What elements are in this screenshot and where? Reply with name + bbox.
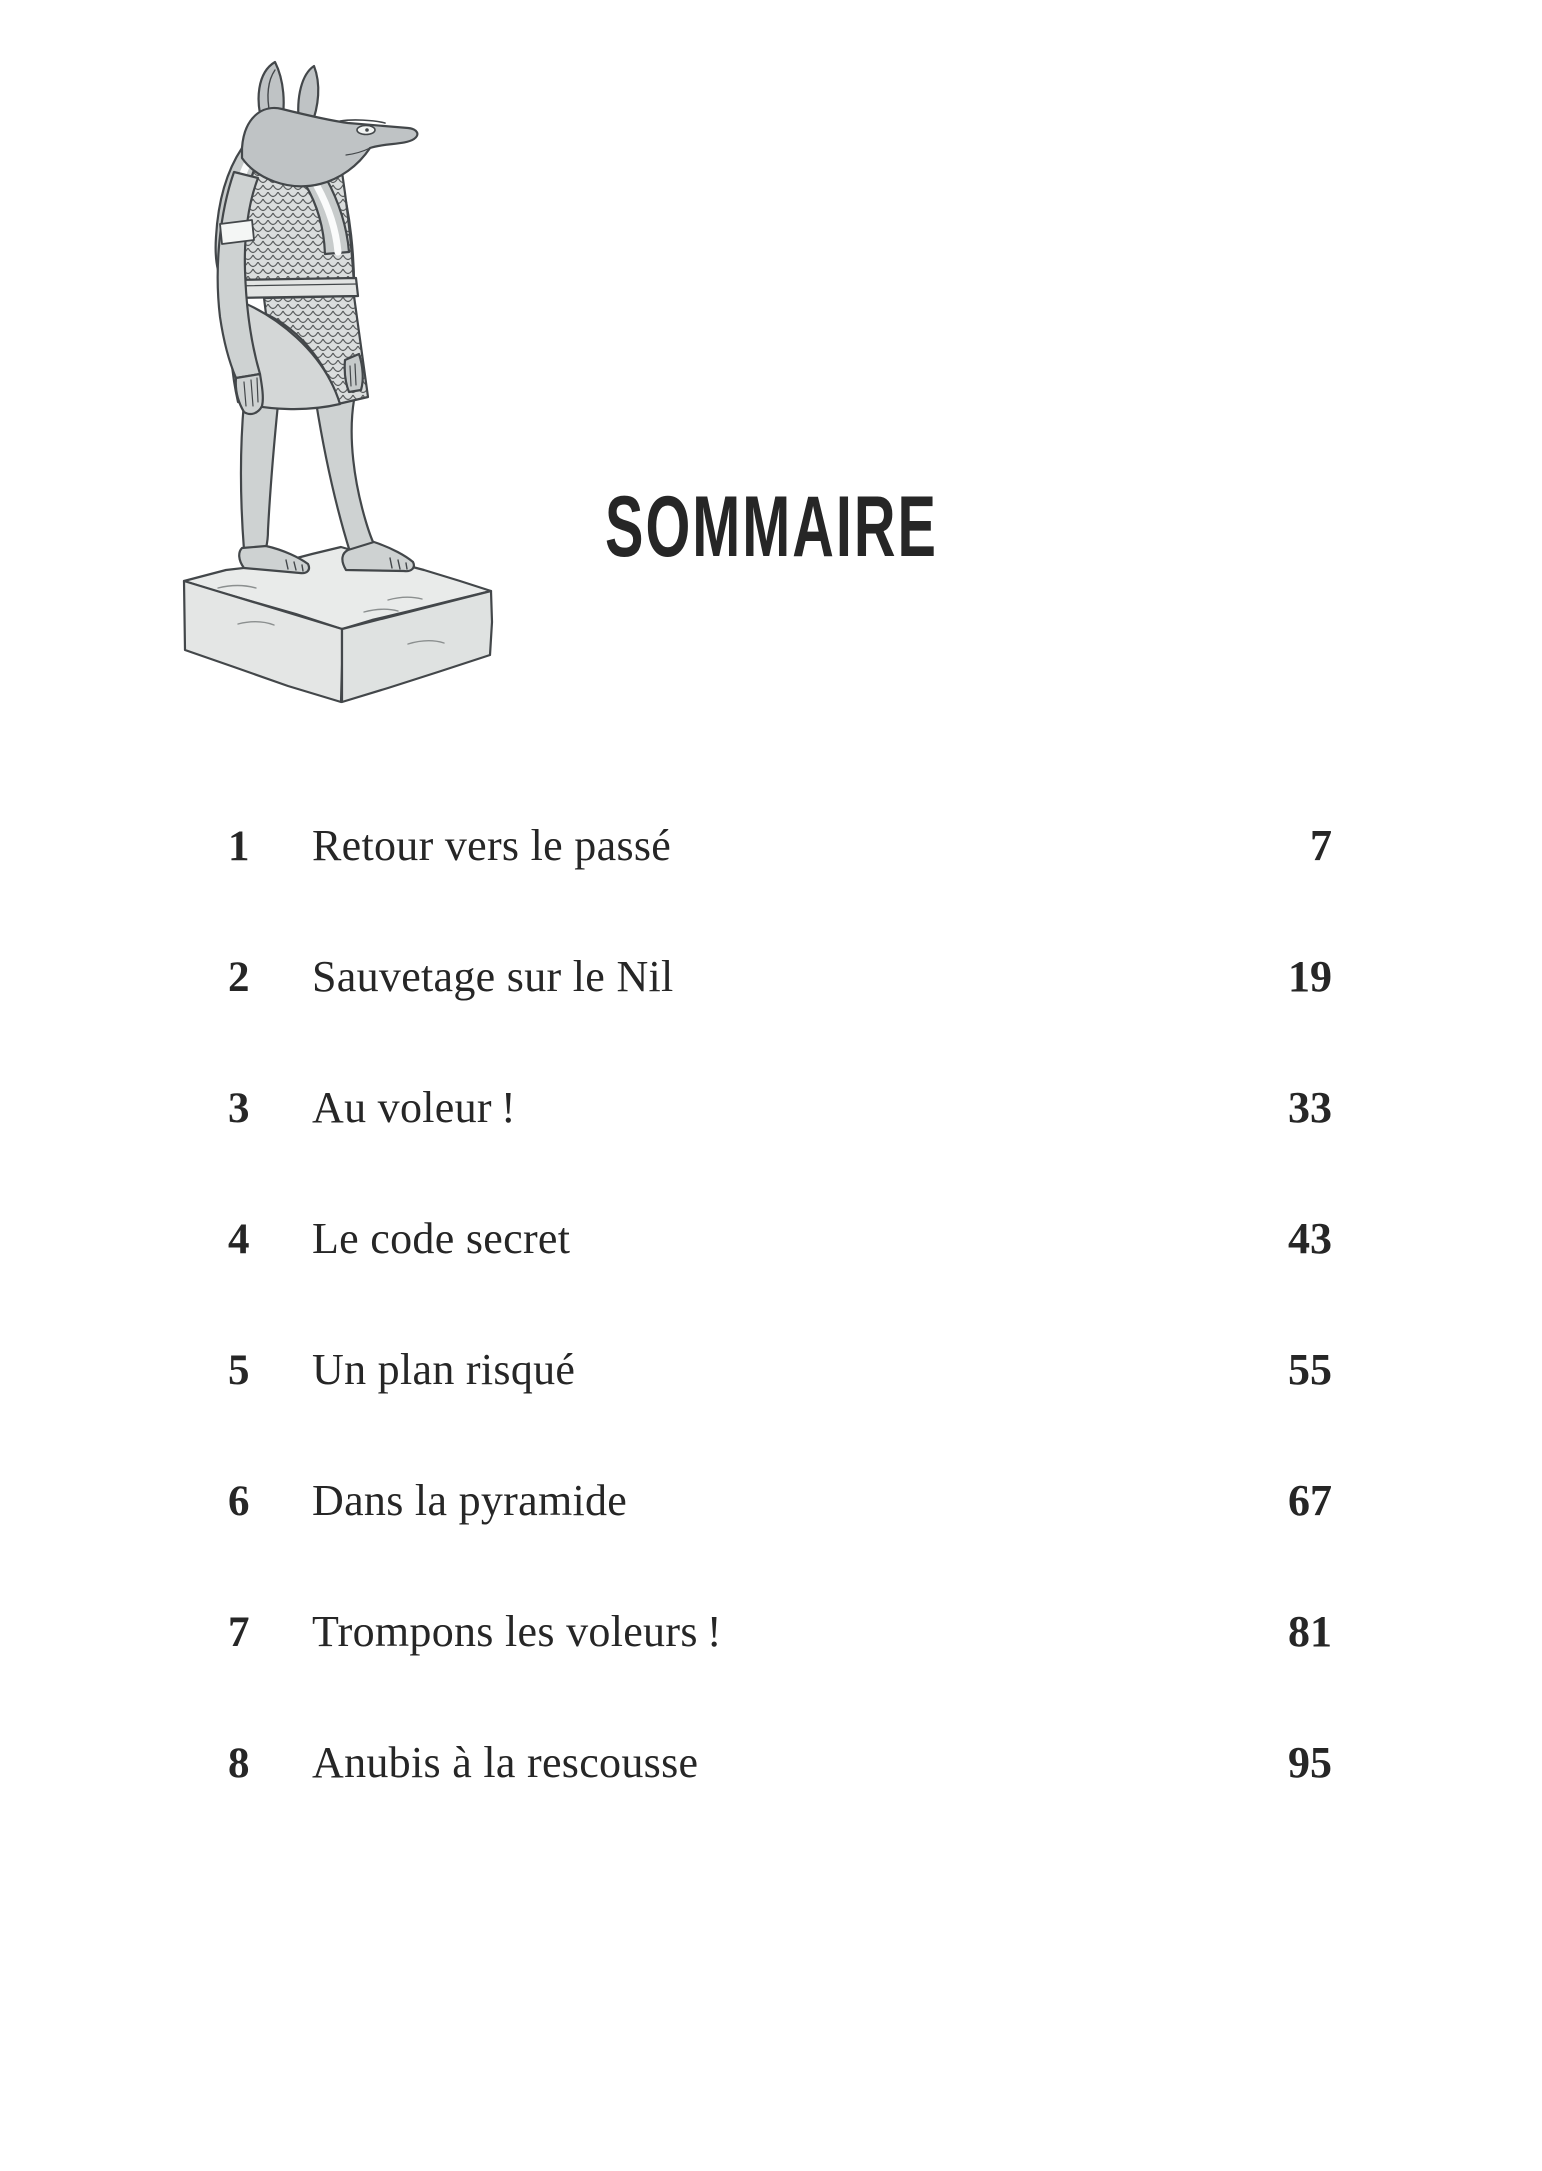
chapter-page-number: 19 <box>1288 952 1332 1001</box>
chapter-title: Un plan risqué <box>312 1345 576 1394</box>
chapter-number: 4 <box>228 1216 250 1263</box>
chapter-page-number: 43 <box>1288 1214 1332 1263</box>
chapter-number: 7 <box>228 1609 250 1656</box>
chapter-page-number: 55 <box>1288 1345 1332 1394</box>
toc-row <box>228 1214 1332 1263</box>
page-title: SOMMAIRE <box>604 478 938 575</box>
chapter-page-number: 67 <box>1288 1476 1332 1525</box>
toc-row <box>228 1476 1332 1525</box>
chapter-page-number: 33 <box>1288 1083 1332 1132</box>
toc-row <box>228 1738 1332 1787</box>
chapter-page-number: 81 <box>1288 1607 1332 1656</box>
toc-list <box>228 821 1332 1872</box>
chapter-title: Dans la pyramide <box>312 1476 628 1525</box>
toc-row <box>228 952 1332 1001</box>
chapter-number: 1 <box>228 823 250 870</box>
chapter-title: Retour vers le passé <box>312 821 672 870</box>
chapter-page-number: 95 <box>1288 1738 1332 1787</box>
toc-row <box>228 821 1332 870</box>
toc-row <box>228 1345 1332 1394</box>
chapter-page-number: 7 <box>1310 821 1332 870</box>
chapter-title: Anubis à la rescousse <box>312 1738 699 1787</box>
chapter-number: 5 <box>228 1347 250 1394</box>
chapter-title: Le code secret <box>312 1214 571 1263</box>
chapter-number: 3 <box>228 1085 250 1132</box>
chapter-number: 6 <box>228 1478 250 1525</box>
toc-row <box>228 1083 1332 1132</box>
chapter-number: 8 <box>228 1740 250 1787</box>
chapter-title: Au voleur ! <box>312 1083 516 1132</box>
chapter-title: Trompons les voleurs ! <box>312 1607 722 1656</box>
chapter-number: 2 <box>228 954 250 1001</box>
toc-row <box>228 1607 1332 1656</box>
chapter-title: Sauvetage sur le Nil <box>312 952 674 1001</box>
